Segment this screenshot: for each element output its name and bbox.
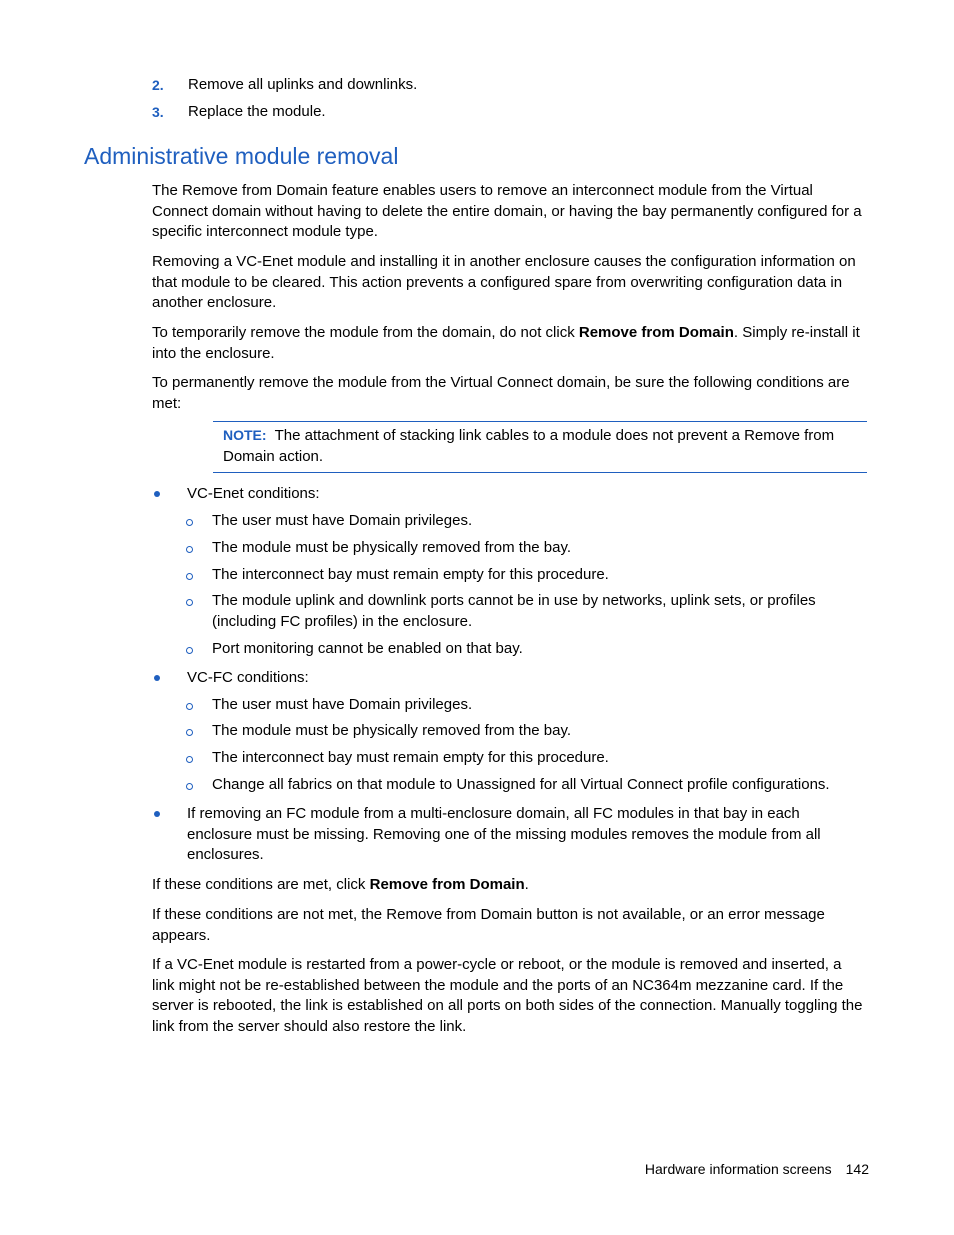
section-heading: Administrative module removal <box>84 143 399 169</box>
page-number: 142 <box>845 1161 869 1177</box>
sub-bullet-icon <box>186 756 193 763</box>
footer-section-title: Hardware information screens <box>644 1161 832 1177</box>
list-item: VC-FC conditions: <box>187 669 309 686</box>
step-text: Replace the module. <box>188 103 326 120</box>
list-item: If removing an FC module from a multi-enclosure domain, all FC modules in that bay in each enclosure must be missing. Removing one of the missing modules removes the module from all enclosures. <box>187 805 821 863</box>
step-number: 3. <box>152 104 164 120</box>
sub-bullet-icon <box>186 573 193 580</box>
list-item: The interconnect bay must remain empty for this procedure. <box>212 749 609 766</box>
sub-bullet-icon <box>186 729 193 736</box>
sub-bullet-icon <box>186 703 193 710</box>
step-text: Remove all uplinks and downlinks. <box>188 76 418 93</box>
sub-bullet-icon <box>186 519 193 526</box>
sub-bullet-icon <box>186 783 193 790</box>
list-item: Change all fabrics on that module to Unassigned for all Virtual Connect profile configurations. <box>212 776 830 793</box>
list-item: The module must be physically removed from the bay. <box>212 722 572 739</box>
list-item: The user must have Domain privileges. <box>212 696 473 713</box>
list-item: The interconnect bay must remain empty for this procedure. <box>212 566 609 583</box>
step-number: 2. <box>152 77 164 93</box>
bullet-icon <box>154 675 160 681</box>
sub-bullet-icon <box>186 647 193 654</box>
list-item: The module must be physically removed from the bay. <box>212 539 572 556</box>
paragraph: Removing a VC-Enet module and installing it in another enclosure causes the configuration information on that module to be cleared. This action prevents a configured spare from overwriting configuration data in another enclosure. <box>152 253 856 311</box>
bullet-icon <box>154 491 160 497</box>
list-item: Port monitoring cannot be enabled on that bay. <box>212 640 523 657</box>
note-label: NOTE: <box>223 427 267 443</box>
ui-term: Remove from Domain <box>369 876 525 893</box>
sub-bullet-icon <box>186 599 193 606</box>
paragraph: The Remove from Domain feature enables users to remove an interconnect module from the Virtual Connect domain without having to delete the entire domain, or having the bay permanently configured for a specific interconnect module type. <box>152 182 862 240</box>
paragraph: If a VC-Enet module is restarted from a power-cycle or reboot, or the module is removed and inserted, a link might not be re-established between the module and the ports of an NC364m mezzanine card. If the server is rebooted, the link is established on all ports on both sides of the connection. Manually toggling the link from the server should also restore the link. <box>152 956 863 1035</box>
note-box <box>213 421 867 473</box>
list-item: The user must have Domain privileges. <box>212 512 473 529</box>
paragraph: If these conditions are met, click Remove from Domain. <box>152 876 529 893</box>
sub-bullet-icon <box>186 546 193 553</box>
page-footer <box>645 1159 869 1180</box>
ui-term: Remove from Domain <box>578 324 734 341</box>
paragraph: If these conditions are not met, the Remove from Domain button is not available, or an error message appears. <box>152 906 825 944</box>
list-item: VC-Enet conditions: <box>187 485 320 502</box>
bullet-icon <box>154 811 160 817</box>
note-text: The attachment of stacking link cables to a module does not prevent a Remove from Domain action. <box>223 427 835 465</box>
paragraph: To temporarily remove the module from the domain, do not click Remove from Domain. Simply re-install it into the enclosure. <box>152 324 860 362</box>
list-item: The module uplink and downlink ports cannot be in use by networks, uplink sets, or profiles (including FC profiles) in the enclosure. <box>212 592 816 630</box>
paragraph: To permanently remove the module from the Virtual Connect domain, be sure the following conditions are met: <box>152 374 850 412</box>
